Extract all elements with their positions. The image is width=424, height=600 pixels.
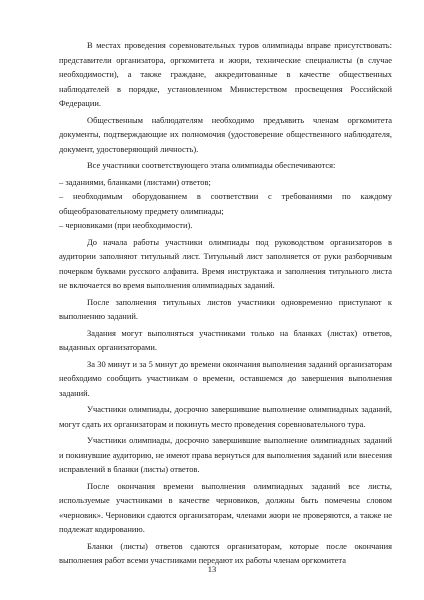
paragraph-title-sheet: До начала работы участники олимпиады под руководством организаторов в аудитории заполняют титульный лист. Титульный лист заполняется от руки разборчивым почерком буквами русского алфавита. Время инструктажа и заполнения титульного листа не включается во время выполнения олимпиадных заданий. — [59, 236, 392, 290]
paragraph-drafts: После окончания времени выполнения олимпиадных заданий все листы, используемые участниками в качестве черновиков, должны быть помечены словом «черновик». Черновики сдаются организаторам, членами жюри не проверяются, а также не подлежат кодированию. — [59, 480, 392, 534]
list-item-tasks: – заданиями, бланками (листами) ответов; — [59, 176, 211, 187]
paragraph-answer-sheets: Задания могут выполняться участниками только на бланках (листах) ответов, выданных организаторами. — [59, 327, 392, 352]
paragraph-start-tasks: После заполнения титульных листов участники одновременно приступают к выполнению заданий. — [59, 296, 392, 321]
paragraph-participants-provided: Все участники соответствующего этапа олимпиады обеспечиваются: — [87, 160, 336, 170]
paragraph-observers-documents: Общественным наблюдателям необходимо предъявить членам оргкомитета документы, подтверждающие их полномочия (удостоверение общественного наблюдателя, документ, удостоверяющий личность). — [59, 114, 392, 154]
page-number: 13 — [207, 564, 217, 574]
paragraph-answer-submission: Бланки (листы) ответов сдаются организаторам, которые после окончания выполнения работ всеми участниками передают их работы членам оргкомитета — [59, 540, 392, 565]
list-item-drafts: – черновиками (при необходимости). — [59, 220, 193, 230]
document-page — [59, 38, 392, 568]
paragraph-early-finish: Участники олимпиады, досрочно завершившие выполнение олимпиадных заданий, могут сдать их организаторам и покинуть место проведения соревновательного тура. — [59, 404, 392, 429]
paragraph-time-warning: За 30 минут и за 5 минут до времени окончания выполнения заданий организаторам необходимо сообщить участникам о времени, оставшемся до завершения выполнения заданий. — [59, 358, 392, 398]
list-item-equipment: – необходимым оборудованием в соответствии с требованиями по каждому общеобразовательному предмету олимпиады; — [59, 191, 392, 216]
paragraph-no-return: Участники олимпиады, досрочно завершившие выполнение олимпиадных заданий и покинувшие аудиторию, не имеют права вернуться для выполнения заданий или внесения исправлений в бланки (листы) ответов. — [59, 435, 392, 474]
paragraph-observers-presence: В местах проведения соревновательных туров олимпиады вправе присутствовать: представители организатора, оргкомитета и жюри, технические специалисты (в случае необходимости), а также граждане, аккредитованные в качестве общественных наблюдателей в порядке, установленном Министерством просвещения Российской Федерации. — [59, 40, 392, 108]
